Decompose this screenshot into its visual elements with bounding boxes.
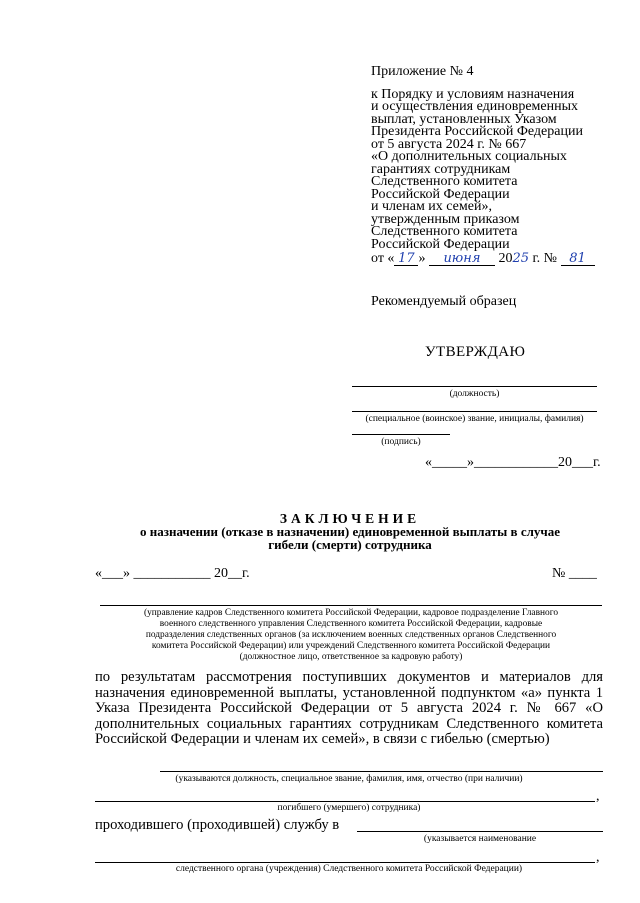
rank-line (352, 411, 597, 412)
department-caption-line: (должностное лицо, ответственное за кадровую работу) (239, 652, 463, 662)
department-caption-line: (управление кадров Следственного комитета Российской Федерации, кадровое подразделение Главного (143, 608, 559, 618)
service-caption: (указывается наименование (423, 834, 537, 844)
deceased-line-2 (95, 801, 595, 802)
appendix-line: Российской Федерации (371, 186, 510, 202)
appendix-line: гарантиях сотрудникам (371, 161, 511, 177)
appendix-line: и осуществления единовременных (371, 99, 579, 114)
heading-main: ЗАКЛЮЧЕНИЕ (279, 511, 421, 526)
comma: , (596, 789, 600, 804)
appendix-line: «О дополнительных социальных (371, 149, 567, 164)
service-line-2 (95, 862, 595, 863)
order-day-handwritten: 17 (394, 252, 418, 266)
department-caption-line: комитета Российской Федерации) или учреждений Следственного комитета Российской Федерации (151, 641, 551, 651)
approve-date: «_____»____________20___г. (425, 455, 601, 470)
appendix-line: Следственного комитета (371, 174, 518, 189)
order-year-prefix: 20 (498, 251, 513, 266)
order-number-prefix: г. № (532, 251, 558, 266)
department-line (100, 605, 602, 606)
sample-label: Рекомендуемый образец (371, 294, 517, 309)
position-line (352, 386, 597, 387)
deceased-caption-2: погибшего (умершего) сотрудника) (277, 803, 421, 813)
document-heading (90, 512, 610, 551)
appendix-line: выплат, установленных Указом (371, 111, 557, 127)
order-year-handwritten: 25 (512, 251, 529, 266)
deceased-line-1 (160, 771, 603, 772)
comma: , (596, 850, 600, 865)
conclusion-date: «___» ___________ 20__г. (95, 566, 250, 581)
conclusion-number: № ____ (552, 566, 597, 581)
body-paragraph: по результатам рассмотрения поступивших документов и материалов для назначения единовременной выплаты, установленной подпунктом «а» пункта 1 Указа Президента Российской Федерации от 5 августа 2024 г. № 667 «О дополнительных социальных гарантиях сотрудникам Следственного комитета Российской Федерации и членам их семей», в связи с гибелью (смертью) (95, 669, 603, 747)
department-caption (100, 608, 602, 663)
signature-line (352, 434, 450, 435)
appendix-line: Следственного комитета (371, 224, 518, 239)
appendix-line: Российской Федерации (371, 236, 510, 252)
rank-caption: (специальное (воинское) звание, инициалы, фамилия) (365, 414, 584, 424)
order-date-mid: » (418, 251, 426, 266)
department-caption-line: подразделения следственных органов (за исключением военных следственных органов Следственного (145, 630, 557, 640)
service-line (357, 831, 603, 832)
order-date-prefix: от « (371, 251, 395, 266)
appendix-block (371, 66, 621, 266)
service-text: проходившего (проходившей) службу в (95, 817, 340, 833)
approve-title: УТВЕРЖДАЮ (425, 344, 526, 360)
appendix-line: утвержденным приказом (371, 211, 520, 227)
signature-caption: (подпись) (381, 437, 421, 447)
order-month-handwritten: июня (429, 252, 495, 266)
appendix-line: и членам их семей», (371, 199, 492, 214)
appendix-line: от 5 августа 2024 г. № 667 (371, 136, 527, 152)
department-caption-line: военного следственного управления Следственного комитета Российской Федерации, кадровые (159, 619, 543, 629)
appendix-title: Приложение № 4 (371, 64, 474, 79)
heading-line-1: о назначении (отказе в назначении) единовременной выплаты в случае (140, 524, 560, 539)
service-caption-2: следственного органа (учреждения) Следственного комитета Российской Федерации) (175, 864, 523, 874)
appendix-line: к Порядку и условиям назначения (371, 86, 575, 102)
position-caption: (должность) (449, 389, 500, 399)
appendix-line: Президента Российской Федерации (371, 124, 583, 139)
heading-line-2: гибели (смерти) сотрудника (268, 537, 432, 552)
deceased-caption: (указываются должность, специальное звание, фамилия, имя, отчество (при наличии) (175, 774, 523, 784)
order-date-line (371, 252, 621, 266)
order-number-handwritten: 81 (561, 252, 595, 266)
